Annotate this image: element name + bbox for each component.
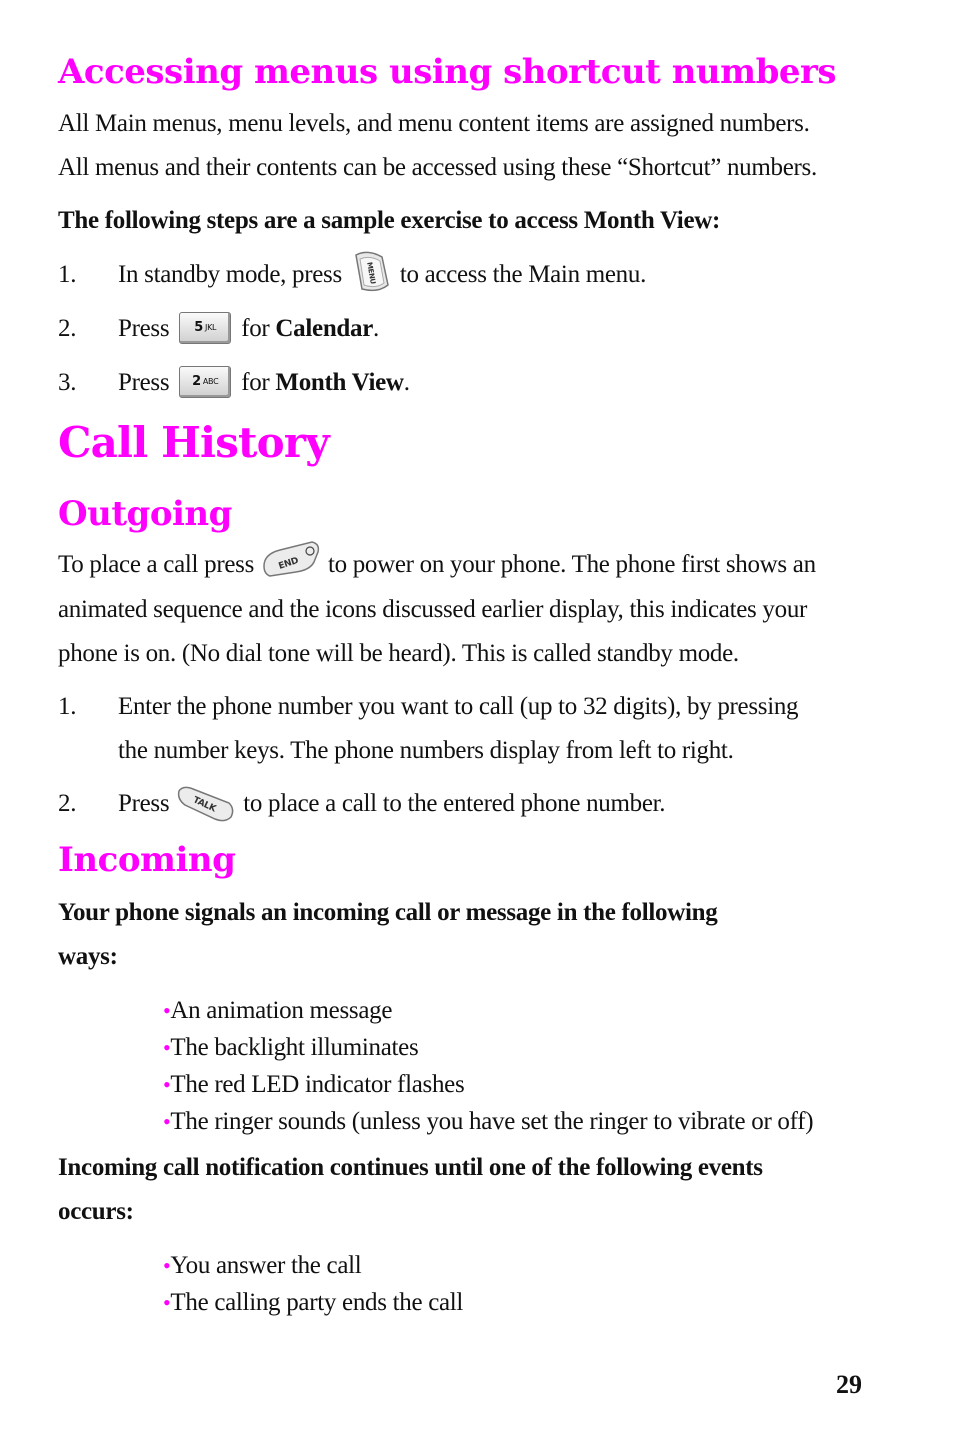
talk-key-icon [175,783,237,827]
key-digit: 5 [194,320,204,336]
step-number: 1. [58,693,77,720]
page-number: 29 [836,1370,862,1399]
shortcut-heading: Accessing menus using shortcut numbers [58,52,837,92]
step-number: 3. [58,369,77,396]
step-text-before: In standby mode, press [118,261,342,288]
incoming-lead: Your phone signals an incoming call or message in the following ways: [58,899,718,970]
key-letters: ABC [202,377,219,387]
incoming-signals-list [163,992,813,1140]
call-history-title: Call History [58,418,329,467]
list-item: •You answer the call [163,1252,362,1279]
notification-lead: Incoming call notification continues until one of the following events occurs: [58,1154,763,1225]
key-5-icon [179,312,231,344]
key-digit: 2 [192,374,201,390]
list-item: •The calling party ends the call [163,1289,464,1316]
step-text-before: Press [118,369,170,396]
shortcut-intro-line2: All menus and their contents can be accessed using these “Shortcut” numbers. [58,154,817,181]
end-key-label: END [277,555,300,572]
list-item: •An animation message [163,997,393,1024]
talk-key-label: TALK [191,795,218,815]
incoming-heading: Incoming [58,840,236,880]
key-letters: JKL [205,323,217,333]
step-text-before: Press [118,315,170,342]
key-2-icon [179,366,231,398]
step-text-mid: for [241,369,270,396]
list-item: •The red LED indicator flashes [163,1071,465,1098]
step-target: Month View [275,369,404,396]
outgoing-intro: To place a call press END to power on your phone. The phone first shows an animated sequence and the icons discussed earlier display, this indicates your phone is on. (No dial tone will be heard). This is called standby mode. [58,543,888,676]
menu-key-icon [348,253,394,299]
step-text-after: to access the Main menu. [399,261,647,288]
step-number: 2. [58,315,77,342]
outgoing-heading: Outgoing [58,494,232,534]
end-key-icon [260,544,322,588]
shortcut-lead: The following steps are a sample exercise to access Month View: [58,207,721,234]
step-number: 1. [58,261,77,288]
list-item: •The backlight illuminates [163,1034,419,1061]
notification-end-list [163,1247,463,1321]
shortcut-intro [58,102,888,190]
step-text-mid: for [241,315,270,342]
menu-key-label: MENU [365,261,377,285]
list-item: •The ringer sounds (unless you have set the ringer to vibrate or off) [163,1108,814,1135]
step-number: 2. [58,790,77,817]
shortcut-intro-line1: All Main menus, menu levels, and menu content items are assigned numbers. [58,110,810,137]
step-target: Calendar [275,315,374,342]
